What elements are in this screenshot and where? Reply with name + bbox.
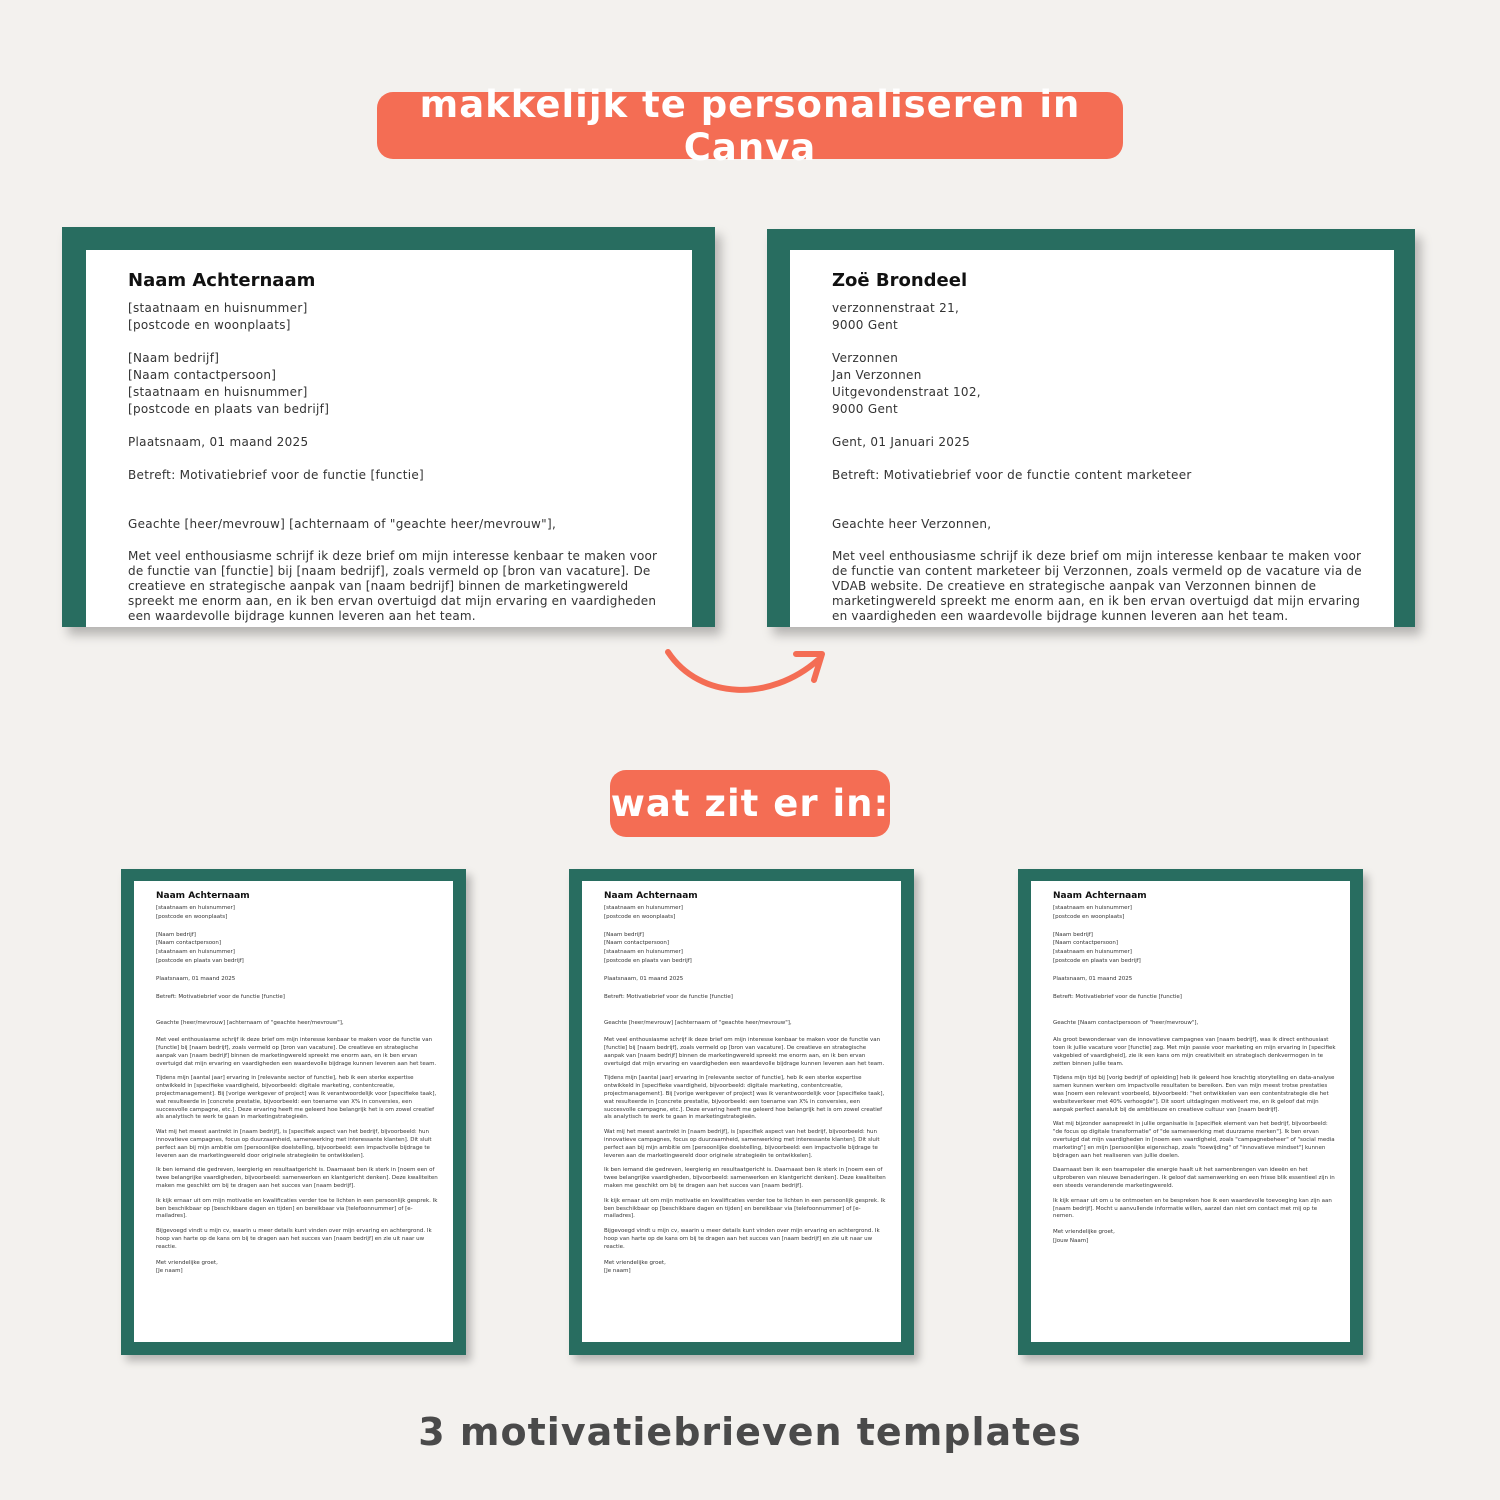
- thumb-name: Naam Achternaam: [156, 891, 250, 901]
- thumb-line: Betreft: Motivatiebrief voor de functie [functie]: [156, 993, 285, 1000]
- thumb-paragraph: Tijdens mijn tijd bij [vorig bedrijf of opleiding] heb ik geleerd hoe krachtig storytelling en data-analyse samen kunnen werken om impactvolle resultaten te bereiken. Een van mijn meest trotse prestaties was [noem een relevant voorbeeld, bijvoorbeeld: "het ontwikkelen van een contentstrategie die het websiteverkeer met 40% verhoogde"]. Dit soort uitdagingen motiveert me, en ik geloof dat mijn aanpak perfect aansluit bij de ambitieuze en creatieve cultuur van [naam bedrijf].: [1053, 1075, 1335, 1113]
- thumb-line: [postcode en plaats van bedrijf]: [156, 957, 244, 964]
- thumb-line: [Naam contactpersoon]: [1053, 940, 1119, 947]
- thumbnail-letter: [156, 891, 439, 1276]
- company-line-4: [postcode en plaats van bedrijf]: [128, 402, 330, 416]
- thumb-line: [staatnaam en huisnummer]: [604, 905, 683, 911]
- thumbnail-letter: [1053, 891, 1336, 1246]
- letter-date: Gent, 01 Januari 2025: [832, 435, 971, 449]
- thumb-line: Geachte [Naam contactpersoon of "heer/mevrouw"],: [1053, 1020, 1199, 1027]
- bottom-caption: 3 motivatiebrieven templates: [418, 1410, 1082, 1454]
- thumb-line: [staatnaam en huisnummer]: [604, 949, 683, 956]
- letter-body: Met veel enthousiasme schrijf ik deze brief om mijn interesse kenbaar te maken voor de functie van [functie] bij [naam bedrijf], zoals vermeld op [bron van vacature]. De creatieve en strategische aanpak van [naam bedrijf] binnen de marketingwereld spreekt me enorm aan, en ik ben ervan overtuigd dat mijn ervaring en vaardigheden een waardevolle bijdrage kunnen leveren aan het team.: [128, 549, 658, 623]
- thumb-line: Plaatsnaam, 01 maand 2025: [604, 975, 684, 982]
- company-line-2: Jan Verzonnen: [832, 368, 922, 382]
- template-preview-frame: [62, 227, 715, 627]
- thumbnail-sheet: [1031, 881, 1350, 1342]
- thumb-line: [Jouw Naam]: [1053, 1237, 1089, 1244]
- thumb-line: [postcode en plaats van bedrijf]: [604, 957, 692, 964]
- letter-subject: Betreft: Motivatiebrief voor de functie content marketeer: [832, 468, 1192, 482]
- thumb-paragraph: Tijdens mijn [aantal jaar] ervaring in [relevante sector of functie], heb ik een sterke expertise ontwikkeld in [specifieke vaardigheid, bijvoorbeeld: digitale marketing, contentcreatie, projectmanagement]. Bij [vorige werkgever of project] was ik verantwoordelijk voor [specifieke taak], wat resulteerde in [concrete prestatie, bijvoorbeeld: een toename van X% in conversies, een succesvolle campagne, etc.]. Deze ervaring heeft me geleerd hoe belangrijk het is om zowel creatief als analytisch te werk te gaan in marketingstrategieën.: [156, 1075, 437, 1121]
- template-preview-letter: [128, 270, 662, 624]
- template-thumbnail-1: [121, 869, 466, 1355]
- headline-top: makkelijk te personaliseren in Canva: [419, 82, 1081, 169]
- thumbnail-sheet: [582, 881, 901, 1342]
- thumb-paragraph: Ik kijk ernaar uit om mijn motivatie en kwalificaties verder toe te lichten in een persoonlijk gesprek. Ik ben beschikbaar op [beschikbare dagen en tijden] en bereikbaar via [telefoonnummer] of [e-mailadres].: [156, 1197, 438, 1220]
- letter-subject: Betreft: Motivatiebrief voor de functie [functie]: [128, 468, 425, 482]
- thumb-line: Plaatsnaam, 01 maand 2025: [1053, 975, 1133, 982]
- curved-arrow-icon: [660, 640, 835, 710]
- thumb-line: [staatnaam en huisnummer]: [1053, 905, 1132, 911]
- template-preview-sheet: [86, 250, 692, 627]
- company-line-1: Verzonnen: [832, 351, 899, 365]
- thumb-paragraph: Met veel enthousiasme schrijf ik deze brief om mijn interesse kenbaar te maken voor de functie van [functie] bij [naam bedrijf], zoals vermeld op [bron van vacature]. De creatieve en strategische aanpak van [naam bedrijf] binnen de marketingwereld spreekt me enorm aan, en ik ben ervan overtuigd dat mijn ervaring en vaardigheden een waardevolle bijdrage kunnen leveren aan het team.: [156, 1037, 437, 1067]
- headline-badge-top: [377, 82, 1123, 169]
- company-line-1: [Naam bedrijf]: [128, 351, 220, 365]
- thumbnail-letter: [604, 891, 887, 1276]
- thumb-line: Met vriendelijke groet,: [604, 1259, 666, 1266]
- letter-date: Plaatsnaam, 01 maand 2025: [128, 435, 309, 449]
- template-thumbnail-2: [569, 869, 914, 1355]
- thumb-line: [staatnaam en huisnummer]: [156, 905, 235, 911]
- headline-mid: wat zit er in:: [610, 782, 890, 825]
- filled-preview-sheet: [790, 250, 1394, 627]
- letter-body: Met veel enthousiasme schrijf ik deze brief om mijn interesse kenbaar te maken voor de functie van content marketeer bij Verzonnen, zoals vermeld op de vacature via de VDAB website. De creatieve en strategische aanpak van Verzonnen binnen de marketingwereld spreekt me enorm aan, en ik ben ervan overtuigd dat mijn ervaring en vaardigheden een waardevolle bijdrage kunnen leveren aan het team.: [832, 549, 1362, 623]
- thumb-paragraph: Bijgevoegd vindt u mijn cv, waarin u meer details kunt vinden over mijn ervaring en achtergrond. Ik hoop van harte op de kans om bij te dragen aan het succes van [naam bedrijf] en zie uit naar uw reactie.: [156, 1228, 432, 1250]
- template-thumbnail-3: [1018, 869, 1363, 1355]
- thumb-line: Betreft: Motivatiebrief voor de functie [functie]: [604, 993, 733, 1000]
- thumb-paragraph: Wat mij het meest aantrekt in [naam bedrijf], is [specifiek aspect van het bedrijf, bijvoorbeeld: hun innovatieve campagnes, focus op duurzaamheid, samenwerking met interessante klanten]. Dit sluit perfect aan bij mijn ambitie om [persoonlijke doelstelling, bijvoorbeeld: een impactvolle bijdrage te leveren aan de marketingwereld door originele strategieën te ontwikkelen].: [156, 1129, 432, 1159]
- thumb-line: [postcode en woonplaats]: [156, 913, 228, 920]
- thumb-line: [staatnaam en huisnummer]: [156, 949, 235, 956]
- thumb-line: [Je naam]: [156, 1268, 183, 1275]
- thumb-line: [Je naam]: [604, 1268, 631, 1275]
- thumbnail-sheet: [134, 881, 453, 1342]
- thumb-line: [Naam contactpersoon]: [604, 940, 670, 947]
- thumb-paragraph: Tijdens mijn [aantal jaar] ervaring in [relevante sector of functie], heb ik een sterke expertise ontwikkeld in [specifieke vaardigheid, bijvoorbeeld: digitale marketing, contentcreatie, projectmanagement]. Bij [vorige werkgever of project] was ik verantwoordelijk voor [specifieke taak], wat resulteerde in [concrete prestatie, bijvoorbeeld: een toename van X% in conversies, een succesvolle campagne, etc.]. Deze ervaring heeft me geleerd hoe belangrijk het is om zowel creatief als analytisch te werk te gaan in marketingstrategieën.: [604, 1075, 885, 1121]
- company-line-3: Uitgevondenstraat 102,: [832, 385, 981, 399]
- letter-salutation: Geachte heer Verzonnen,: [832, 517, 992, 531]
- sender-address-2: [postcode en woonplaats]: [128, 318, 291, 332]
- thumb-line: [Naam bedrijf]: [1053, 931, 1093, 938]
- thumb-line: Geachte [heer/mevrouw] [achternaam of "geachte heer/mevrouw"],: [604, 1020, 792, 1027]
- sender-address-1: verzonnenstraat 21,: [832, 301, 960, 315]
- thumb-name: Naam Achternaam: [1053, 891, 1147, 901]
- thumb-line: Plaatsnaam, 01 maand 2025: [156, 975, 236, 982]
- headline-badge-mid: [610, 770, 890, 837]
- thumb-line: [staatnaam en huisnummer]: [1053, 949, 1132, 956]
- thumb-paragraph: Ik kijk ernaar uit om u te ontmoeten en te bespreken hoe ik een waardevolle toevoeging kan zijn aan [naam bedrijf]. Mocht u aanvullende informatie willen, aarzel dan niet om contact met mij op te nemen.: [1053, 1197, 1332, 1220]
- thumb-line: Met vriendelijke groet,: [1053, 1229, 1115, 1236]
- thumb-paragraph: Ik kijk ernaar uit om mijn motivatie en kwalificaties verder toe te lichten in een persoonlijk gesprek. Ik ben beschikbaar op [beschikbare dagen en tijden] en bereikbaar via [telefoonnummer] of [e-mailadres].: [604, 1197, 886, 1220]
- thumb-line: [Naam bedrijf]: [156, 931, 196, 938]
- thumb-line: Geachte [heer/mevrouw] [achternaam of "geachte heer/mevrouw"],: [156, 1020, 344, 1027]
- sender-address-2: 9000 Gent: [832, 318, 899, 332]
- company-line-2: [Naam contactpersoon]: [128, 368, 277, 382]
- sender-name: Zoë Brondeel: [832, 270, 968, 291]
- thumb-paragraph: Daarnaast ben ik een teamspeler die energie haalt uit het samenbrengen van ideeën en het uitproberen van nieuwe benaderingen. Ik geloof dat samenwerking en een frisse blik essentieel zijn in een steeds veranderende marketingwereld.: [1053, 1167, 1335, 1189]
- thumb-paragraph: Wat mij bijzonder aanspreekt in jullie organisatie is [specifiek element van het bedrijf, bijvoorbeeld: "de focus op digitale transformatie" of "de samenwerking met duurzame merken"]. Ik ben ervan overtuigd dat mijn vaardigheden in [noem een vaardigheid, zoals "campagnebeheer" of "social media marketing"] en mijn [persoonlijke eigenschap, zoals "toewijding" of "innovatieve mindset"] kunnen bijdragen aan het realiseren van jullie doelen.: [1053, 1121, 1335, 1159]
- thumb-line: [postcode en woonplaats]: [604, 913, 676, 920]
- company-line-3: [staatnaam en huisnummer]: [128, 385, 308, 399]
- thumb-line: [Naam contactpersoon]: [156, 940, 222, 947]
- thumb-line: [Naam bedrijf]: [604, 931, 644, 938]
- filled-preview-letter: [832, 270, 1364, 624]
- filled-preview-frame: [767, 229, 1415, 627]
- company-line-4: 9000 Gent: [832, 402, 899, 416]
- thumb-paragraph: Als groot bewonderaar van de innovatieve campagnes van [naam bedrijf], was ik direct enthousiast toen ik jullie vacature voor [functie] zag. Met mijn passie voor marketing en mijn ervaring in [specifiek vakgebied of vaardigheid], zie ik een kans om mijn creativiteit en strategisch denkvermogen in te zetten binnen jullie team.: [1053, 1037, 1336, 1067]
- thumb-paragraph: Met veel enthousiasme schrijf ik deze brief om mijn interesse kenbaar te maken voor de functie van [functie] bij [naam bedrijf], zoals vermeld op [bron van vacature]. De creatieve en strategische aanpak van [naam bedrijf] binnen de marketingwereld spreekt me enorm aan, en ik ben ervan overtuigd dat mijn ervaring en vaardigheden een waardevolle bijdrage kunnen leveren aan het team.: [604, 1037, 885, 1067]
- thumb-line: [postcode en woonplaats]: [1053, 913, 1125, 920]
- thumb-paragraph: Bijgevoegd vindt u mijn cv, waarin u meer details kunt vinden over mijn ervaring en achtergrond. Ik hoop van harte op de kans om bij te dragen aan het succes van [naam bedrijf] en zie uit naar uw reactie.: [604, 1228, 880, 1250]
- thumb-line: Betreft: Motivatiebrief voor de functie [functie]: [1053, 993, 1182, 1000]
- thumb-paragraph: Wat mij het meest aantrekt in [naam bedrijf], is [specifiek aspect van het bedrijf, bijvoorbeeld: hun innovatieve campagnes, focus op duurzaamheid, samenwerking met interessante klanten]. Dit sluit perfect aan bij mijn ambitie om [persoonlijke doelstelling, bijvoorbeeld: een impactvolle bijdrage te leveren aan de marketingwereld door originele strategieën te ontwikkelen].: [604, 1129, 880, 1159]
- thumb-paragraph: Ik ben iemand die gedreven, leergierig en resultaatgericht is. Daarnaast ben ik sterk in [noem een of twee belangrijke vaardigheden, bijvoorbeeld: samenwerken en klantgericht denken]. Deze kwaliteiten maken me geschikt om bij te dragen aan het succes van [naam bedrijf].: [604, 1167, 886, 1189]
- thumb-line: [postcode en plaats van bedrijf]: [1053, 957, 1141, 964]
- sender-address-1: [staatnaam en huisnummer]: [128, 301, 308, 315]
- letter-salutation: Geachte [heer/mevrouw] [achternaam of "geachte heer/mevrouw"],: [128, 517, 557, 531]
- thumb-name: Naam Achternaam: [604, 891, 698, 901]
- sender-name: Naam Achternaam: [128, 270, 316, 291]
- thumb-line: Met vriendelijke groet,: [156, 1259, 218, 1266]
- thumb-paragraph: Ik ben iemand die gedreven, leergierig en resultaatgericht is. Daarnaast ben ik sterk in [noem een of twee belangrijke vaardigheden, bijvoorbeeld: samenwerken en klantgericht denken]. Deze kwaliteiten maken me geschikt om bij te dragen aan het succes van [naam bedrijf].: [156, 1167, 438, 1189]
